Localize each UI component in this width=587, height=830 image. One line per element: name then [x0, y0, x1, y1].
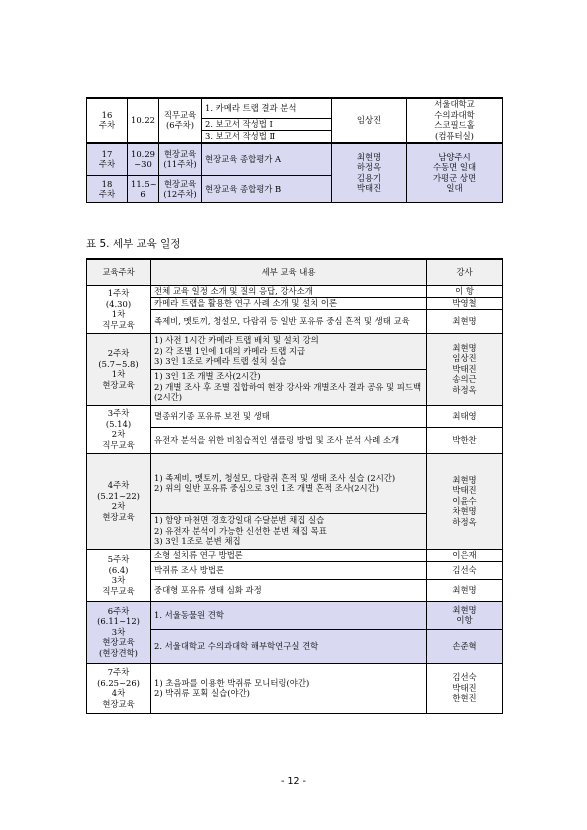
week3-label: 3주차 (5.14) 2차 직무교육 — [87, 405, 151, 453]
week5-item-3: 중대형 포유류 생태 심화 과정 — [151, 579, 427, 601]
week-18-cell: 18 주차 — [87, 176, 128, 203]
week5-item-1: 소형 설치류 연구 방법론 — [151, 549, 427, 561]
week6-item-1: 1. 서울동물원 견학 — [151, 601, 427, 629]
week5-label: 5주차 (6.4) 3차 직무교육 — [87, 549, 151, 601]
week1-inst-1: 이 항 — [427, 285, 503, 297]
week6-inst-2: 손준혁 — [427, 629, 503, 663]
place-17-18-cell: 남양주시 수동면 일대 가평군 상면 일대 — [407, 143, 503, 203]
header-content: 세부 교육 내용 — [151, 259, 427, 285]
week3-item-1: 멸종위기종 포유류 보전 및 생태 — [151, 405, 427, 427]
week1-inst-2: 박영철 — [427, 297, 503, 309]
instructor-17-18-cell: 최현명 하정옥 김용기 박태진 — [332, 143, 407, 203]
date-16-cell: 10.22 — [128, 98, 159, 143]
week4-label: 4주차 (5.21~22) 2차 현장교육 — [87, 453, 151, 549]
week1-label: 1주차 (4.30) 1차 직무교육 — [87, 285, 151, 333]
table-caption: 표 5. 세부 교육 일정 — [86, 238, 181, 250]
place-16-cell: 서울대학교 수의과대학 스코필드홀 (컴퓨터실) — [407, 98, 503, 143]
week3-inst-1: 최태영 — [427, 405, 503, 427]
week6-inst-1: 최현명 이항 — [427, 601, 503, 629]
instructor-16-cell: 임상진 — [332, 98, 407, 143]
page-number: - 12 - — [281, 776, 306, 787]
week3-inst-2: 박한찬 — [427, 427, 503, 453]
header-instructor: 강사 — [427, 259, 503, 285]
type-16-cell: 직무교육 (6주차) — [159, 98, 202, 143]
header-week: 교육주차 — [87, 259, 151, 285]
week2-instructors: 최현명 임상진 박태진 송의근 하정옥 — [427, 333, 503, 405]
date-18-cell: 11.5~ 6 — [128, 176, 159, 203]
item-16-3: 3. 보고서 작성법 Ⅱ — [202, 131, 332, 143]
week2-label: 2주차 (5.7~5.8) 1차 현장교육 — [87, 333, 151, 405]
week5-inst-2: 김선숙 — [427, 561, 503, 579]
week5-item-2: 박쥐류 조사 방법론 — [151, 561, 427, 579]
week2-block-1: 1) 사전 1시간 카메라 트랩 배치 및 설치 강의 2) 각 조별 1인에 1대의 카메라 트랩 지급 3) 3인 1조로 카메라 트랩 설치 실습 — [151, 333, 427, 369]
week7-instructors: 김선숙 박태진 한현진 — [427, 663, 503, 713]
week4-block-1: 1) 족제비, 멧토끼, 청설모, 다람쥐 흔적 및 생태 조사 실습 (2시간) 2) 위의 일반 포유류 중심으로 3인 1조 개별 흔적 조사(2시간) — [151, 453, 427, 513]
item-16-1: 1. 카메라 트랩 결과 분석 — [202, 98, 332, 119]
week5-inst-3: 최현명 — [427, 579, 503, 601]
week1-item-2: 카메라 트랩을 활용한 연구 사례 소개 및 설치 이론 — [151, 297, 427, 309]
week3-item-2: 유전자 분석을 위한 비침습적인 샘플링 방법 및 조사 분석 사례 소개 — [151, 427, 427, 453]
date-17-cell: 10.29 ~30 — [128, 143, 159, 176]
week4-instructors: 최현명 박태진 이윤수 차현명 하정옥 — [427, 453, 503, 549]
week-16-cell: 16 주차 — [87, 98, 128, 143]
schedule-table-top — [86, 97, 503, 203]
week6-item-2: 2. 서울대학교 수의과대학 해부학연구실 견학 — [151, 629, 427, 663]
item-18: 현장교육 종합평가 B — [202, 176, 332, 203]
week6-label: 6주차 (6.11~12) 3차 현장교육 (현장견학) — [87, 601, 151, 663]
week2-block-2: 1) 3인 1조 개별 조사(2시간) 2) 개별 조사 후 조별 집합하여 현장 강사와 개별조사 결과 공유 및 피드백(2시간) — [151, 369, 427, 405]
week5-inst-1: 이은재 — [427, 549, 503, 561]
week7-block: 1) 초음파를 이용한 박쥐류 모니터링(야간) 2) 박쥐류 포획 실습(야간) — [151, 663, 427, 713]
item-16-2: 2. 보고서 작성법 Ⅰ — [202, 119, 332, 131]
week1-item-1: 전체 교육 일정 소개 및 질의 응답, 강사소개 — [151, 285, 427, 297]
week7-label: 7주차 (6.25~26) 4차 현장교육 — [87, 663, 151, 713]
type-18-cell: 현장교육 (12주차) — [159, 176, 202, 203]
detail-schedule-table — [86, 258, 503, 714]
item-17: 현장교육 종합평가 A — [202, 143, 332, 176]
week1-item-3: 족제비, 멧토끼, 청설모, 다람쥐 등 일반 포유류 중심 흔적 및 생태 교육 — [151, 309, 427, 333]
week4-block-2: 1) 함양 마천면 경호강일대 수달분변 채집 실습 2) 유전자 분석이 가능한 신선한 분변 채집 목표 3) 3인 1조로 분변 채집 — [151, 513, 427, 549]
week-17-cell: 17 주차 — [87, 143, 128, 176]
week1-inst-3: 최현명 — [427, 309, 503, 333]
type-17-cell: 현장교육 (11주차) — [159, 143, 202, 176]
